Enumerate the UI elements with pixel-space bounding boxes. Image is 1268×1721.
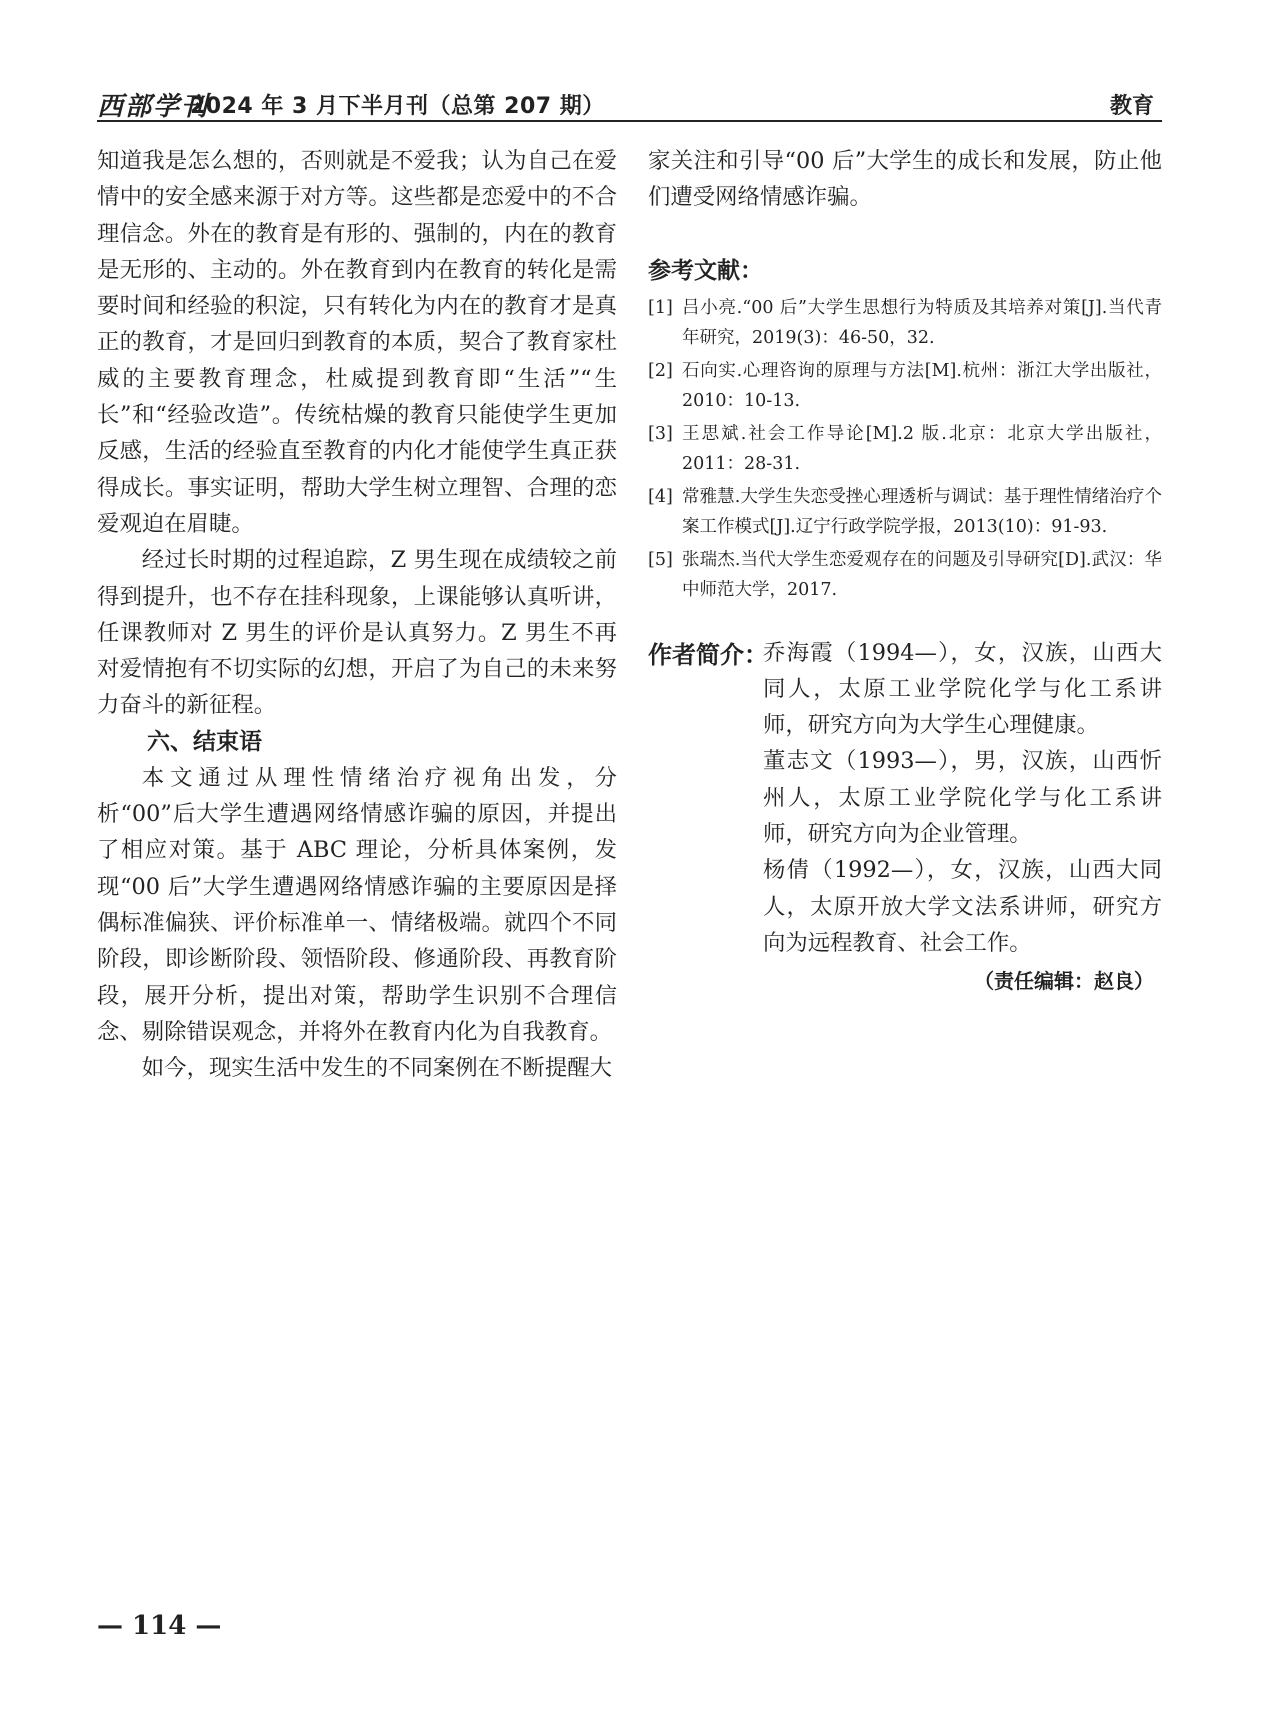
body-paragraph: 知道我是怎么想的，否则就是不爱我；认为自己在爱情中的安全感来源于对方等。这些都是恋爱中的不合理信念。外在的教育是有形的、强制的，内在的教育是无形的、主动的。外在教育到内在教育的转化是需要时间和经验的积淀，只有转化为内在的教育才是真正的教育，才是回归到教育的本质，契合了教育家杜威的主要教育理念，杜威提到教育即“生活”“生长”和“经验改造”。传统枯燥的教育只能使学生更加反感，生活的经验直至教育的内化才能使学生真正获得成长。事实证明，帮助大学生树立理智、合理的恋爱观迫在眉睫。: [97, 148, 617, 537]
running-header: [97, 80, 1162, 122]
left-column: [97, 143, 617, 1086]
reference-text: 常雅慧.大学生失恋受挫心理透析与调试：基于理性情绪治疗个案工作模式[J].辽宁行政学院学报，2013(10)：91-93.: [682, 486, 1162, 537]
reference-number: [4]: [648, 486, 673, 507]
author-bio-section: [648, 635, 1162, 962]
page-number: — 114 —: [97, 1611, 222, 1641]
reference-number: [1]: [648, 297, 673, 318]
body-paragraph: 如今，现实生活中发生的不同案例在不断提醒大: [141, 1055, 612, 1082]
reference-list: [648, 293, 1162, 605]
responsible-editor: （责任编辑：赵良）: [974, 969, 1154, 994]
body-paragraph: 经过长时期的过程追踪，Z 男生现在成绩较之前得到提升，也不存在挂科现象，上课能够认真听讲，任课教师对 Z 男生的评价是认真努力。Z 男生不再对爱情抱有不切实际的幻想，开启了为自己的未来努力奋斗的新征程。: [97, 547, 617, 719]
reference-number: [3]: [648, 423, 673, 444]
reference-text: 张瑞杰.当代大学生恋爱观存在的问题及引导研究[D].武汉：华中师范大学，2017.: [682, 549, 1162, 600]
right-column: [648, 143, 1162, 994]
journal-logo: 西部学刊: [97, 92, 210, 122]
author-bio-label: 作者简介：: [648, 640, 768, 669]
reference-item: [648, 419, 1162, 479]
reference-item: [648, 482, 1162, 542]
reference-item: [648, 293, 1162, 353]
reference-item: [648, 356, 1162, 416]
reference-number: [5]: [648, 549, 673, 570]
issue-info: 2024 年 3 月下半月刊（总第 207 期）: [190, 94, 605, 119]
author-bio: 杨倩（1992—），女，汉族，山西大同人，太原开放大学文法系讲师，研究方向为远程教育、社会工作。: [763, 857, 1162, 956]
reference-text: 吕小亮.“00 后”大学生思想行为特质及其培养对策[J].当代青年研究，2019(3)：46-50，32.: [682, 297, 1162, 348]
reference-item: [648, 545, 1162, 605]
reference-text: 石向实.心理咨询的原理与方法[M].杭州：浙江大学出版社，2010：10-13.: [682, 360, 1162, 411]
body-paragraph: 家关注和引导“00 后”大学生的成长和发展，防止他们遭受网络情感诈骗。: [648, 148, 1162, 211]
section-name: 教育: [1109, 94, 1154, 119]
section-heading: 六、结束语: [147, 728, 262, 755]
body-paragraph: 本文通过从理性情绪治疗视角出发，分析“00”后大学生遭遇网络情感诈骗的原因，并提出了相应对策。基于 ABC 理论，分析具体案例，发现“00 后”大学生遭遇网络情感诈骗的主要原因是择偶标准偏狭、评价标准单一、情绪极端。就四个不同阶段，即诊断阶段、领悟阶段、修通阶段、再教育阶段，展开分析，提出对策，帮助学生识别不合理信念、剔除错误观念，并将外在教育内化为自我教育。: [97, 764, 617, 1045]
reference-text: 王思斌.社会工作导论[M].2 版.北京：北京大学出版社，2011：28-31.: [682, 423, 1162, 474]
reference-number: [2]: [648, 360, 673, 381]
references-title: 参考文献：: [648, 257, 763, 284]
author-bio: 董志文（1993—），男，汉族，山西忻州人，太原工业学院化学与化工系讲师，研究方向为企业管理。: [763, 748, 1162, 848]
author-bio: 乔海霞（1994—），女，汉族，山西大同人，太原工业学院化学与化工系讲师，研究方向为大学生心理健康。: [763, 639, 1162, 739]
